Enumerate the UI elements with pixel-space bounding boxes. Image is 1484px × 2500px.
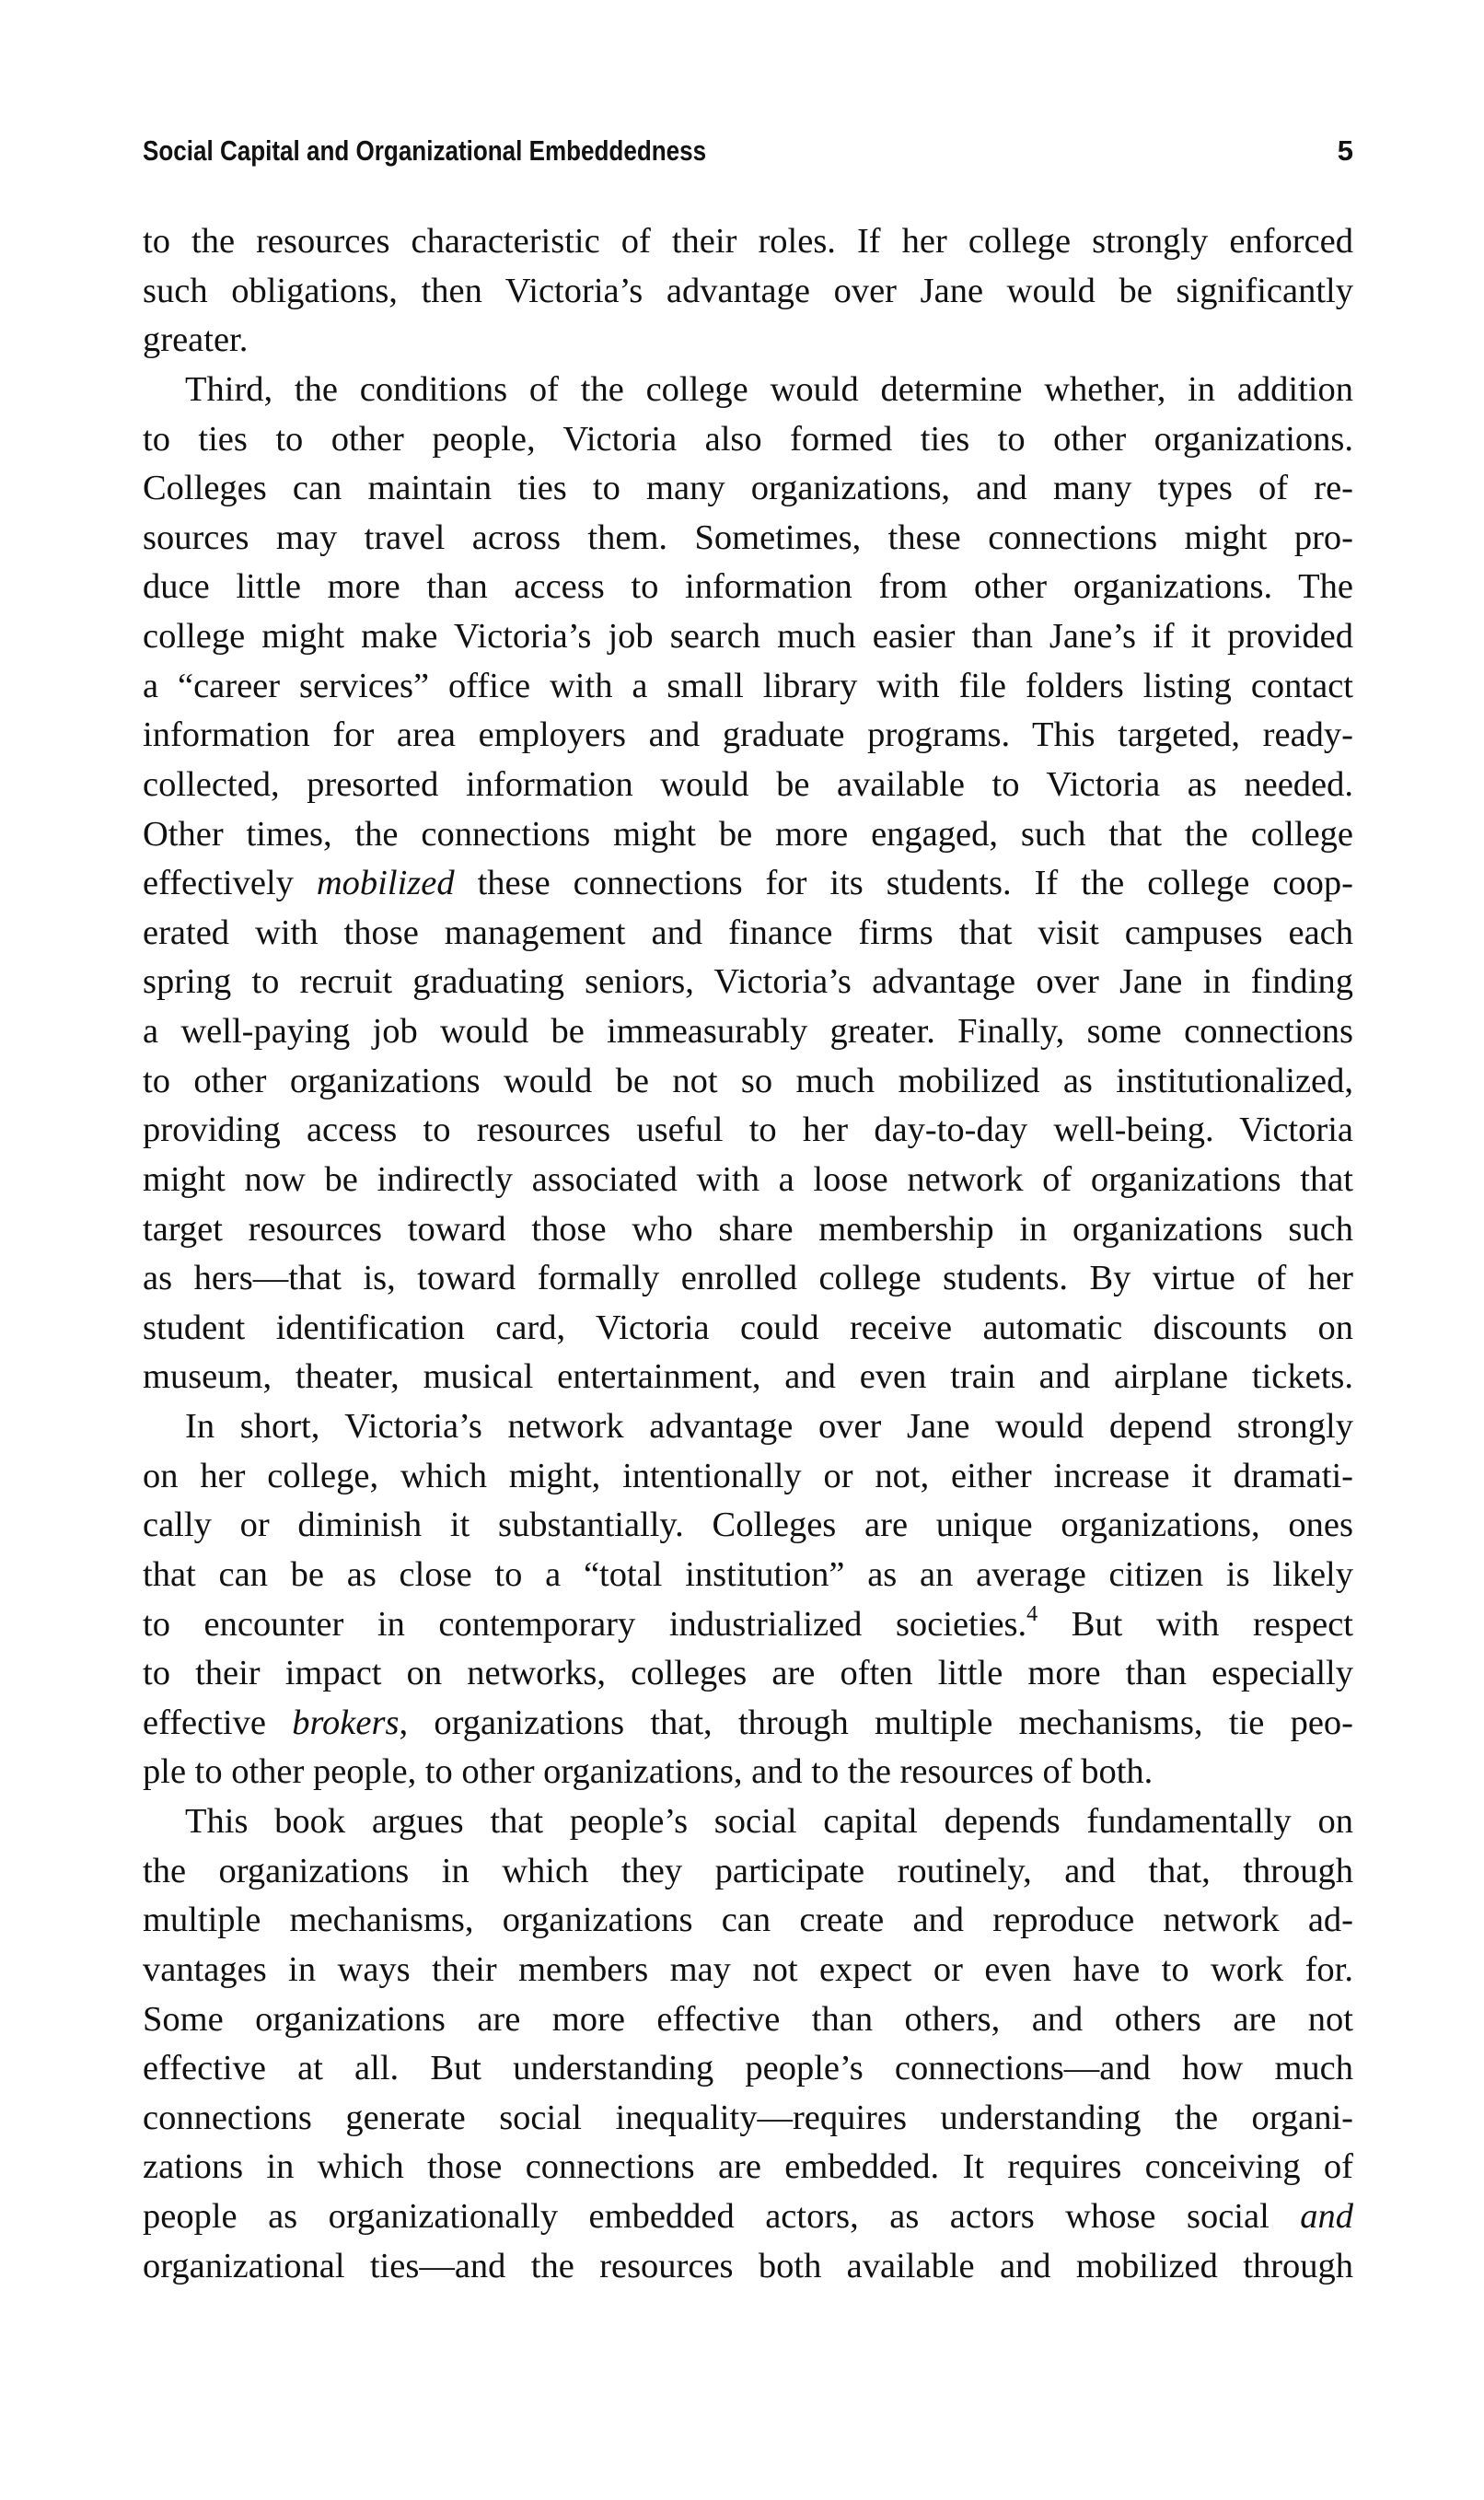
text-line: erated with those management and finance firms that visit campuses each [143, 913, 1353, 952]
text-line: duce little more than access to information from other organizations. The [143, 567, 1353, 607]
text-line: ple to other people, to other organizations, and to the resources of both. [143, 1752, 1154, 1792]
paragraph [143, 217, 1353, 366]
text-line: sources may travel across them. Sometimes, these connections might pro- [143, 517, 1353, 557]
text-line: might now be indirectly associated with a loose network of organizations that [143, 1159, 1353, 1199]
text-line: museum, theater, musical entertainment, and even train and airplane tickets. [143, 1357, 1353, 1397]
text-line: as hers—that is, toward formally enrolled college students. By virtue of her [143, 1259, 1353, 1298]
text-line: that can be as close to a “total institution” as an average citizen is likely [143, 1554, 1353, 1594]
text-line: effective at all. But understanding people’s connections—and how much [143, 2049, 1353, 2088]
paragraph [143, 1402, 1353, 1797]
text-segment: effective [143, 1703, 293, 1742]
text-line: In short, Victoria’s network advantage over Jane would depend strongly [185, 1407, 1353, 1446]
text-line: zations in which those connections are embedded. It requires conceiving of [143, 2147, 1353, 2187]
text-line: a “career services” office with a small library with file folders listing contact [143, 666, 1353, 705]
text-line: providing access to resources useful to her day-to-day well-being. Victoria [143, 1110, 1353, 1150]
paragraph [143, 366, 1353, 1402]
text-line: college might make Victoria’s job search much easier than Jane’s if it provided [143, 617, 1353, 656]
text-line: student identification card, Victoria could receive automatic discounts on [143, 1308, 1353, 1347]
text-segment: these connections for its students. If the college coop- [454, 864, 1354, 903]
text-line: to other organizations would be not so much mobilized as institutionalized, [143, 1061, 1353, 1100]
italic-text: mobilized [316, 864, 455, 903]
text-line: such obligations, then Victoria’s advantage over Jane would be significantly [143, 271, 1353, 310]
text-segment: people as organizationally embedded actors, as actors whose social [143, 2197, 1301, 2236]
text-line: target resources toward those who share membership in organizations such [143, 1209, 1353, 1249]
text-line: organizational ties—and the resources both available and mobilized through [143, 2246, 1353, 2285]
italic-text: and [1300, 2197, 1353, 2236]
text-line: greater. [143, 320, 249, 360]
text-line: Some organizations are more effective than others, and others are not [143, 1999, 1353, 2039]
text-line: Colleges can maintain ties to many organizations, and many types of re- [143, 469, 1353, 508]
footnote-marker: 4 [1026, 1601, 1038, 1626]
text-line: Other times, the connections might be more engaged, such that the college [143, 814, 1353, 854]
text-line: collected, presorted information would be available to Victoria as needed. [143, 764, 1353, 804]
text-line: cally or diminish it substantially. Colleges are unique organizations, ones [143, 1506, 1353, 1545]
page-number: 5 [1337, 134, 1353, 167]
paragraph [143, 1797, 1353, 2291]
text-line [143, 2192, 1353, 2242]
text-line: the organizations in which they participate routinely, and that, through [143, 1851, 1353, 1890]
text-line: spring to recruit graduating seniors, Victoria’s advantage over Jane in finding [143, 962, 1353, 1002]
text-line [143, 1600, 1353, 1650]
running-head: Social Capital and Organizational Embeddedness [143, 134, 707, 167]
text-line [143, 859, 1353, 909]
italic-text: brokers [292, 1703, 400, 1742]
text-line: connections generate social inequality—requires understanding the organi- [143, 2098, 1353, 2137]
text-line: to the resources characteristic of their roles. If her college strongly enforced [143, 222, 1353, 261]
text-line: to ties to other people, Victoria also formed ties to other organizations. [143, 419, 1353, 459]
text-segment: But with respect [1038, 1604, 1354, 1644]
text-line: a well-paying job would be immeasurably greater. Finally, some connections [143, 1012, 1353, 1051]
text-line: to their impact on networks, colleges are often little more than especially [143, 1654, 1353, 1693]
text-line: multiple mechanisms, organizations can create and reproduce network ad- [143, 1901, 1353, 1940]
text-line: vantages in ways their members may not expect or even have to work for. [143, 1949, 1353, 1989]
text-line: Third, the conditions of the college would determine whether, in addition [185, 369, 1353, 409]
body-text [143, 217, 1353, 2291]
text-line: on her college, which might, intentionally or not, either increase it dramati- [143, 1456, 1353, 1495]
text-line: information for area employers and graduate programs. This targeted, ready- [143, 715, 1353, 755]
text-segment: effectively [143, 864, 317, 903]
text-line [143, 1699, 1353, 1749]
text-segment: , organizations that, through multiple mechanisms, tie peo- [399, 1703, 1353, 1742]
page-header [143, 134, 1353, 173]
text-line: This book argues that people’s social capital depends fundamentally on [185, 1802, 1353, 1841]
text-segment: to encounter in contemporary industrialized societies. [143, 1604, 1027, 1644]
